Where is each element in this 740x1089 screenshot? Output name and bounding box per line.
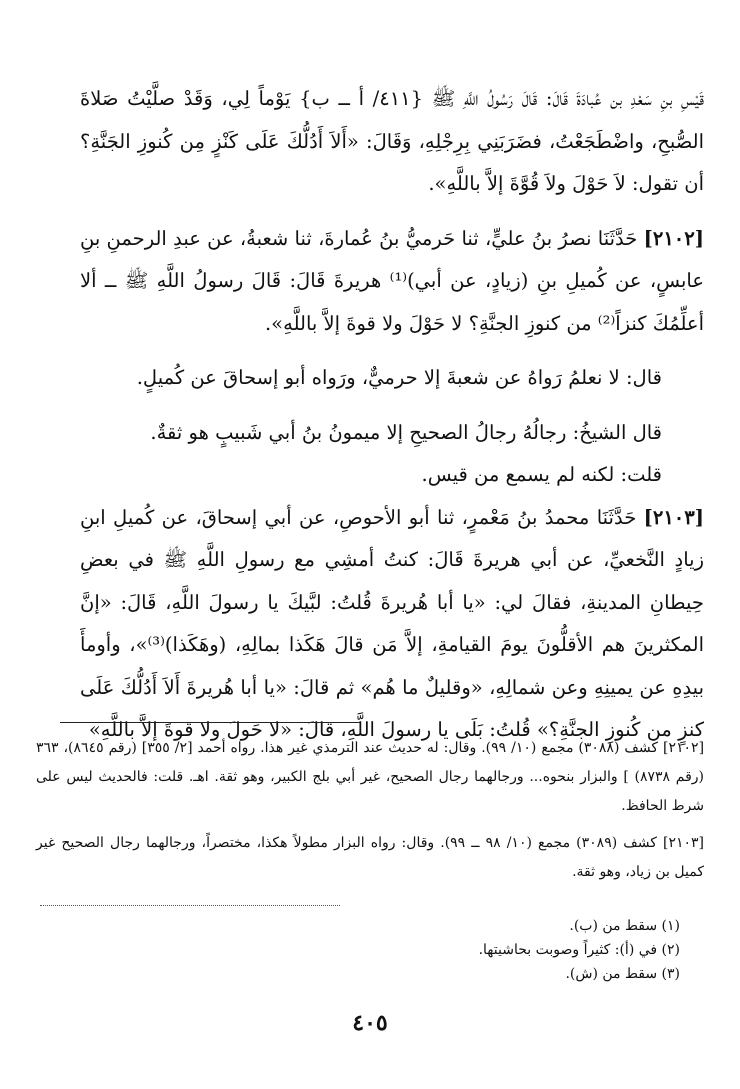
- hadith-number: [٢١٠٣]: [643, 505, 704, 529]
- footnote-2: (٢) في (أ): كثيراً وصوبت بحاشيتها.: [478, 942, 680, 958]
- footnote-3: (٣) سقط من (ش).: [565, 966, 680, 982]
- author-note: قلت: لكنه لم يسمع من قيس.: [421, 463, 662, 486]
- hadith-2102: [80, 218, 704, 346]
- hadith-continuation: قَيْسِ بنِ سَعْدِ بن عُبادَةَ قَالَ: قَالَ رَسُولُ اللَّهِ ﷺ {٤١١/ أ ــ ب} يَوْماً لِي، وَقَدْ صلَّيْتُ صَلاةَ الصُّبحِ، واضْطَجَعْتُ، فضَرَبَنِي بِرِجْلِهِ، وَقَالَ: «أَلاَ أَدُلُّكَ عَلَى كَنْزٍ مِن كُنوزِ الجَنَّةِ؟ أن تقول: لاَ حَوْلَ ولاَ قُوَّةَ إلاَّ باللَّهِ».: [80, 87, 704, 195]
- shaykh-comment: قال الشيخُ: رجالُهُ رجالُ الصحيحِ إلا ميمونُ بنُ أبي شَبيبٍ هو ثقةٌ.: [150, 420, 662, 444]
- page-number: ٤٠٥: [352, 1010, 388, 1036]
- footnotes: [260, 914, 680, 986]
- footnote-1: (١) سقط من (ب).: [569, 918, 680, 934]
- hadith-text: حَدَّثَنَا نصرُ بنُ عليٍّ، ثنا حَرميُّ بنُ عُمارةَ، ثنا شعبةُ، عن عبدِ الرحمنِ بنِ عابسٍ، عن كُميلِ بنِ (زيادٍ، عن أبي)⁽¹⁾ هريرةَ قَالَ: قَالَ رسولُ اللَّهِ ﷺ ــ ألا أعلِّمُكَ كنزاً⁽²⁾ من كنوزِ الجنَّةِ؟ لا حَوْلَ ولا قوةَ إلاَّ باللَّهِ».: [80, 226, 704, 335]
- main-text: [80, 78, 704, 752]
- footnote-divider: [40, 905, 340, 906]
- bazzar-comment: قال: لا نعلمُ رَواهُ عن شعبةَ إلا حرميٌّ، ورَواه أبو إسحاقَ عن كُميلٍ.: [136, 366, 662, 389]
- takhrij-2102: [٢١٠٢] كشف (٣٠٨٨) مجمع (١٠/ ٩٩). وقال: له حديث عند الترمذي غير هذا. رواه أحمد [٢/ ٣٥٥] (رقم ٨٦٤٥)، ٣٦٣ (رقم ٨٧٣٨) ] والبزار بنحوه... ورجالهما رجال الصحيح، غير أبي بلج الكبير، وهو ثقة. اهـ. قلت: فالحديث ليس على شرط الحافظ.: [36, 740, 705, 814]
- hadith-text: حَدَّثَنَا محمدُ بنُ مَعْمرٍ، ثنا أبو الأحوصِ، عن أبي إسحاقَ، عن كُميلِ ابنِ زيادٍ النَّخعيِّ، عن أبي هريرةَ قَالَ: كنتُ أمشِي مع رسولِ اللَّهِ ﷺ في بعضِ حِيطانِ المدينةِ، فقالَ لي: «يا أبا هُريرةَ قُلتُ: لبَّيكَ يا رسولَ اللَّهِ، قَالَ: «إنَّ المكثرينَ هم الأقلُّونَ يومَ القيامةِ، إلاَّ مَن قالَ هَكَذا بمالِهِ، (وهَكَذا)⁽³⁾»، وأومأَ بيدِهِ عن يمينِهِ وعن شمالِهِ، «وقليلٌ ما هُم» ثم قالَ: «يا أبا هُريرةَ أَلاَ أَدُلُّكَ عَلَى كنزٍ من كُنوزِ الجنَّةِ؟» قُلتُ: بَلَى يا رسولَ اللَّهِ، قالَ: «لا حَولَ ولا قوةَ إلاَّ باللَّهِ»: [80, 505, 704, 741]
- takhrij-2103: [٢١٠٣] كشف (٣٠٨٩) مجمع (١٠/ ٩٨ ــ ٩٩). وقال: رواه البزار مطولاً هكذا، مختصراً، ورجالهما رجال الصحيح غير كميل بن زياد، وهو ثقة.: [36, 835, 704, 880]
- section-divider: [60, 722, 360, 723]
- hadith-number: [٢١٠٢]: [643, 226, 704, 250]
- takhrij-notes: [36, 734, 704, 887]
- hadith-2103: [80, 497, 704, 752]
